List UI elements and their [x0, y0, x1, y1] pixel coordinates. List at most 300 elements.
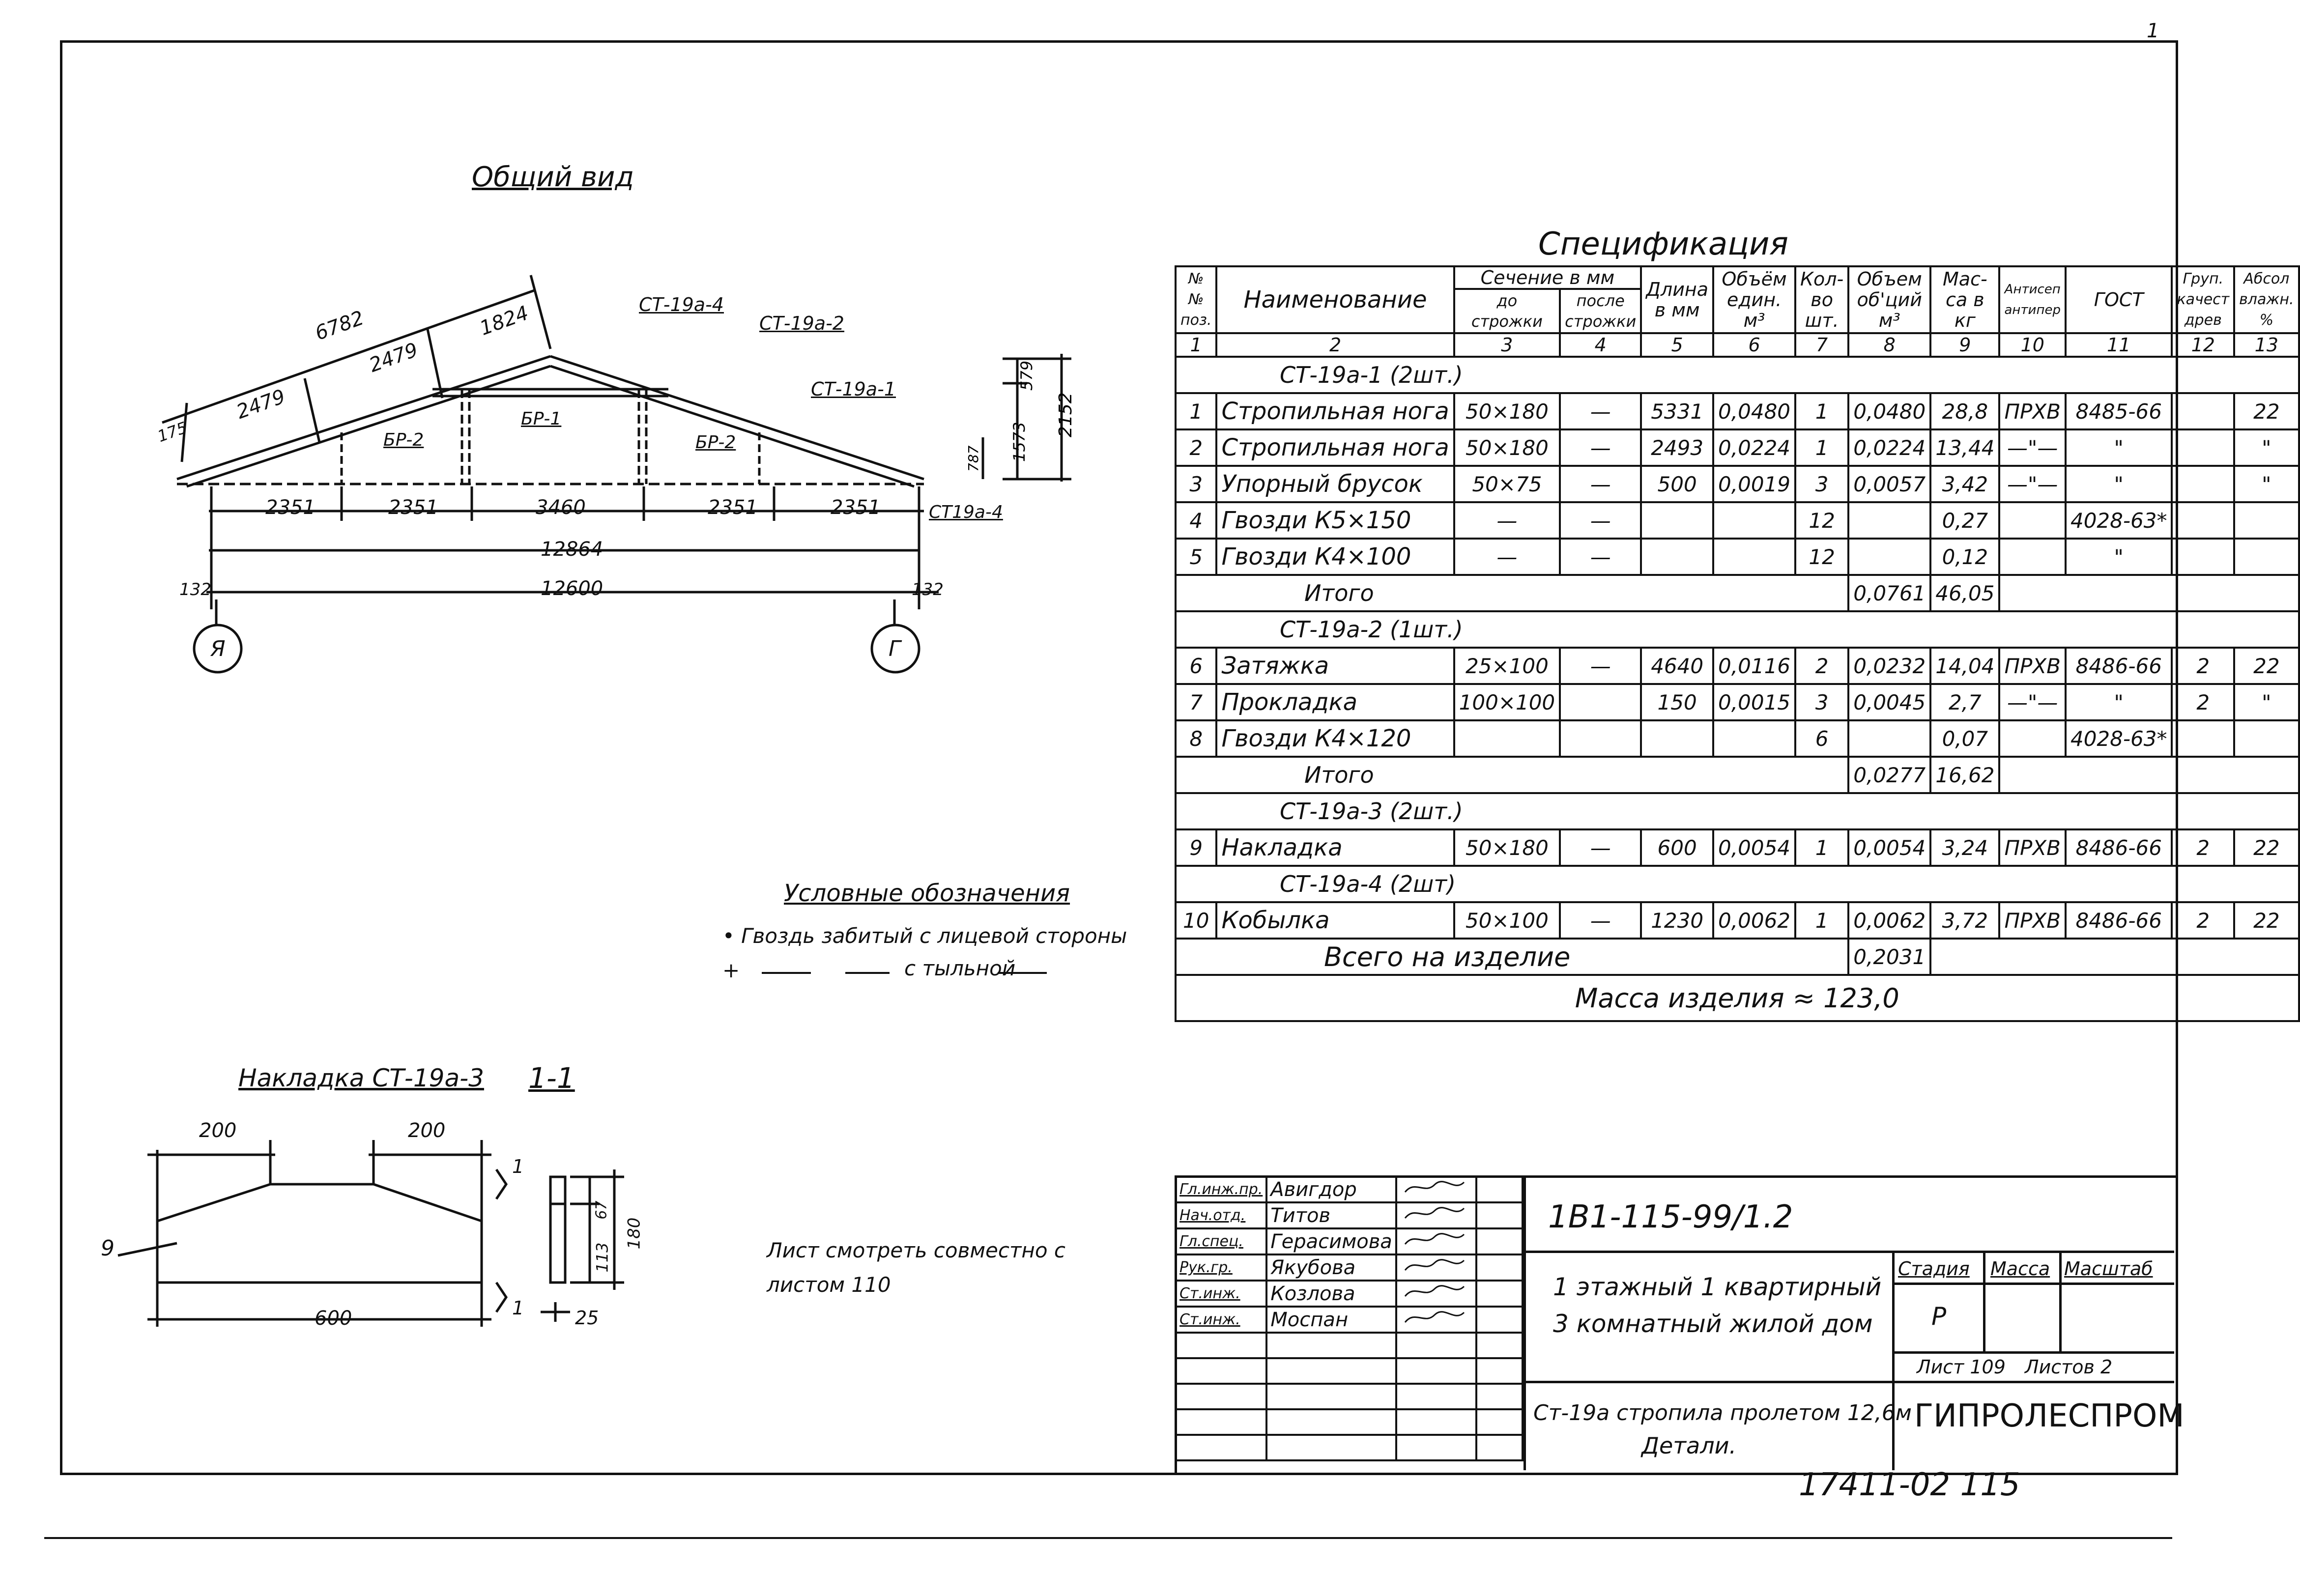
spec-cell: 0,0062 — [1713, 902, 1795, 939]
empty-cell — [1476, 1228, 1523, 1254]
subtotal-mass: 16,62 — [1930, 757, 1999, 793]
spec-cell: ПРХВ — [1999, 393, 2066, 429]
group-title: СТ-19а-4 (2шт) — [1176, 866, 2299, 902]
subtotal-empty — [1999, 757, 2299, 793]
spec-cell — [2172, 502, 2234, 539]
scale-label: Масштаб — [2064, 1258, 2153, 1280]
legend-line-1: • Гвоздь забитый с лицевой стороны — [722, 924, 1127, 948]
spec-cell: 0,27 — [1930, 502, 1999, 539]
person-name: Титов — [1266, 1202, 1396, 1228]
person-name: Якубова — [1266, 1254, 1396, 1281]
overlay-dim-200-right: 200 — [408, 1119, 446, 1142]
spec-cell — [1713, 720, 1795, 757]
svg-text:787: 787 — [965, 445, 981, 472]
item-name: Упорный брусок — [1216, 466, 1454, 502]
spec-cell: — — [1560, 539, 1641, 575]
spec-cell: 9 — [1176, 829, 1216, 866]
column-number: 3 — [1454, 333, 1560, 357]
label-br2-left: БР-2 — [383, 430, 424, 450]
item-name: Стропильная нога — [1216, 393, 1454, 429]
subtotal-volume: 0,0277 — [1848, 757, 1930, 793]
spec-cell: 28,8 — [1930, 393, 1999, 429]
title-block-stage-hline — [1892, 1282, 2174, 1285]
role: Нач.отд. — [1176, 1202, 1266, 1228]
spec-cell: 150 — [1641, 684, 1713, 720]
spec-group-row — [1176, 357, 2299, 393]
column-number: 2 — [1216, 333, 1454, 357]
spec-cell: — — [1560, 902, 1641, 939]
spec-cell: 5331 — [1641, 393, 1713, 429]
spec-cell: 50×100 — [1454, 902, 1560, 939]
spec-cell: 0,0045 — [1848, 684, 1930, 720]
hdr-vol: Объем об'ций м³ — [1848, 266, 1930, 333]
dim-3460: 3460 — [536, 496, 586, 519]
column-number: 10 — [1999, 333, 2066, 357]
spec-cell: 4028-63* — [2066, 720, 2172, 757]
column-number: 11 — [2066, 333, 2172, 357]
sheet-label: Лист 109 — [1917, 1356, 2006, 1378]
spec-cell: 2 — [2172, 902, 2234, 939]
sheet-title-line-2: Детали. — [1641, 1432, 1737, 1459]
spec-cell: 50×75 — [1454, 466, 1560, 502]
spec-cell — [1848, 720, 1930, 757]
hdr-grade: Груп. качест древ — [2172, 266, 2234, 333]
column-number: 12 — [2172, 333, 2234, 357]
general-view-title: Общий вид — [472, 161, 634, 193]
spec-cell — [2172, 429, 2234, 466]
spec-cell: " — [2066, 684, 2172, 720]
label-st2: СТ-19а-2 — [759, 313, 844, 334]
spec-cell — [1713, 502, 1795, 539]
spec-cell: 3 — [1795, 684, 1848, 720]
empty-cell — [1266, 1435, 1396, 1460]
spec-cell — [2172, 466, 2234, 502]
spec-cell: 2 — [2172, 684, 2234, 720]
spec-cell: 0,0116 — [1713, 648, 1795, 684]
subtotal-label: Итого — [1176, 575, 1848, 611]
role: Ст.инж. — [1176, 1307, 1266, 1333]
signature — [1396, 1281, 1476, 1307]
spec-item-row — [1176, 393, 2299, 429]
spec-subtotal-row — [1176, 757, 2299, 793]
hdr-length: Длина в мм — [1641, 266, 1713, 333]
title-block-col-1 — [1983, 1251, 1985, 1351]
empty-cell — [1396, 1409, 1476, 1435]
spec-cell: 25×100 — [1454, 648, 1560, 684]
spec-cell — [2172, 720, 2234, 757]
spec-cell — [1848, 539, 1930, 575]
signature-row — [1176, 1358, 1523, 1384]
spec-cell — [2234, 502, 2299, 539]
spec-cell: 1 — [1795, 829, 1848, 866]
spec-cell: 12 — [1795, 502, 1848, 539]
hdr-section: Сечение в мм — [1454, 266, 1641, 289]
dim-2479-a: 2479 — [366, 338, 421, 377]
spec-cell: 50×180 — [1454, 829, 1560, 866]
column-number: 1 — [1176, 333, 1216, 357]
spec-cell: 50×180 — [1454, 429, 1560, 466]
spec-cell: 8486-66 — [2066, 829, 2172, 866]
spec-cell: 500 — [1641, 466, 1713, 502]
spec-cell: 0,0232 — [1848, 648, 1930, 684]
grand-total-value: 0,2031 — [1848, 939, 1930, 975]
spec-cell: 6 — [1795, 720, 1848, 757]
project-line-2: 3 комнатный жилой дом — [1553, 1310, 1873, 1338]
item-name: Гвозди К4×120 — [1216, 720, 1454, 757]
empty-cell — [1476, 1281, 1523, 1307]
legend-title: Условные обозначения — [784, 880, 1070, 907]
spec-item-row — [1176, 720, 2299, 757]
spec-cell: " — [2066, 429, 2172, 466]
spec-cell: 0,12 — [1930, 539, 1999, 575]
spec-cell — [1999, 720, 2066, 757]
overlay-dim-67: 67 — [593, 1200, 610, 1220]
title-block-hline-2 — [1524, 1381, 2174, 1383]
organization: ГИПРОЛЕСПРОМ — [1914, 1398, 2185, 1434]
overlay-dim-600: 600 — [315, 1307, 352, 1330]
spec-cell: — — [1560, 429, 1641, 466]
spec-cell: 14,04 — [1930, 648, 1999, 684]
column-number: 7 — [1795, 333, 1848, 357]
spec-cell: 22 — [2234, 829, 2299, 866]
dim-2351-c: 2351 — [708, 496, 758, 519]
person-name: Авигдор — [1266, 1176, 1396, 1202]
spec-item-row — [1176, 502, 2299, 539]
bottom-rule — [44, 1537, 2172, 1539]
spec-cell: 0,0019 — [1713, 466, 1795, 502]
truss-drawing — [147, 256, 1081, 698]
spec-cell: —"— — [1999, 684, 2066, 720]
spec-cell: 0,0062 — [1848, 902, 1930, 939]
signature-row — [1176, 1281, 1523, 1307]
dim-1824: 1824 — [477, 301, 532, 341]
doc-code: 1В1-115-99/1.2 — [1548, 1199, 1793, 1235]
title-block-sheet-hline — [1892, 1351, 2174, 1354]
spec-cell: 22 — [2234, 393, 2299, 429]
spec-cell: 100×100 — [1454, 684, 1560, 720]
spec-item-row — [1176, 539, 2299, 575]
spec-cell — [2234, 720, 2299, 757]
hdr-pos: № № поз. — [1176, 266, 1216, 333]
spec-cell: 3 — [1795, 466, 1848, 502]
spec-title: Спецификация — [1538, 226, 1788, 262]
spec-cell: —"— — [1999, 429, 2066, 466]
dim-2351-d: 2351 — [831, 496, 881, 519]
spec-cell: 50×180 — [1454, 393, 1560, 429]
spec-cell: 0,0224 — [1713, 429, 1795, 466]
spec-cell — [2172, 393, 2234, 429]
spec-cell — [1641, 502, 1713, 539]
empty-cell — [1396, 1435, 1476, 1460]
legend-line-2: с тыльной — [904, 956, 1016, 980]
column-number: 8 — [1848, 333, 1930, 357]
dim-6782: 6782 — [312, 306, 367, 345]
empty-cell — [1476, 1333, 1523, 1358]
hdr-qty: Кол-во шт. — [1795, 266, 1848, 333]
spec-cell: " — [2234, 684, 2299, 720]
spec-cell: 1 — [1795, 393, 1848, 429]
spec-item-row — [1176, 429, 2299, 466]
svg-text:1573: 1573 — [1010, 422, 1029, 462]
spec-cell: 5 — [1176, 539, 1216, 575]
spec-item-row — [1176, 684, 2299, 720]
grand-total-empty — [1930, 939, 2299, 975]
spec-cell: 12 — [1795, 539, 1848, 575]
spec-item-row — [1176, 648, 2299, 684]
spec-cell — [1999, 502, 2066, 539]
spec-cell: 1 — [1795, 429, 1848, 466]
spec-item-row — [1176, 466, 2299, 502]
overlay-position-9: 9 — [101, 1236, 115, 1261]
spec-cell: — — [1454, 539, 1560, 575]
subtotal-empty — [1999, 575, 2299, 611]
subtotal-mass: 46,05 — [1930, 575, 1999, 611]
spec-cell: —"— — [1999, 466, 2066, 502]
signatures-table — [1175, 1175, 1524, 1461]
spec-cell — [1641, 720, 1713, 757]
item-name: Прокладка — [1216, 684, 1454, 720]
spec-cell: 0,0015 — [1713, 684, 1795, 720]
spec-cell: 0,07 — [1930, 720, 1999, 757]
spec-header-row-1 — [1176, 266, 2299, 289]
empty-cell — [1266, 1384, 1396, 1409]
overlay-dim-25: 25 — [575, 1307, 599, 1329]
svg-text:579: 579 — [1017, 360, 1036, 391]
empty-cell — [1266, 1409, 1396, 1435]
spec-cell — [1641, 539, 1713, 575]
spec-cell: 2 — [2172, 648, 2234, 684]
section-title: 1-1 — [528, 1061, 575, 1095]
empty-cell — [1476, 1409, 1523, 1435]
item-name: Накладка — [1216, 829, 1454, 866]
spec-cell: 4 — [1176, 502, 1216, 539]
spec-cell: 1230 — [1641, 902, 1713, 939]
spec-cell: — — [1560, 648, 1641, 684]
spec-group-row — [1176, 866, 2299, 902]
column-number: 4 — [1560, 333, 1641, 357]
spec-cell: — — [1560, 502, 1641, 539]
spec-column-numbers — [1176, 333, 2299, 357]
spec-cell — [1454, 720, 1560, 757]
dim-12600: 12600 — [541, 577, 604, 600]
spec-cell: 0,0480 — [1848, 393, 1930, 429]
spec-cell: — — [1560, 829, 1641, 866]
spec-cell: 3,24 — [1930, 829, 1999, 866]
title-block-hline-1 — [1524, 1251, 2174, 1253]
spec-cell — [1560, 720, 1641, 757]
spec-cell: 22 — [2234, 902, 2299, 939]
item-name: Гвозди К5×150 — [1216, 502, 1454, 539]
spec-cell: 13,44 — [1930, 429, 1999, 466]
label-st1: СТ-19а-1 — [811, 378, 896, 400]
label-st4-bottom: СТ19а-4 — [929, 502, 1003, 522]
spec-item-row — [1176, 902, 2299, 939]
dim-2351-b: 2351 — [388, 496, 438, 519]
archive-number: 17411-02 115 — [1799, 1467, 2020, 1503]
item-name: Кобылка — [1216, 902, 1454, 939]
cut-mark-bottom: 1 — [512, 1297, 524, 1319]
role: Рук.гр. — [1176, 1254, 1266, 1281]
empty-cell — [1396, 1384, 1476, 1409]
spec-cell: " — [2066, 466, 2172, 502]
signature-row — [1176, 1409, 1523, 1435]
sheet-title-line-1: Ст-19а стропила пролетом 12,6м — [1533, 1400, 1912, 1425]
spec-table — [1175, 265, 2300, 1022]
dim-132-left: 132 — [179, 580, 211, 599]
project-line-1: 1 этажный 1 квартирный — [1553, 1273, 1882, 1301]
spec-cell: 6 — [1176, 648, 1216, 684]
spec-cell: 22 — [2234, 648, 2299, 684]
signature — [1396, 1202, 1476, 1228]
note-line-1: Лист смотреть совместно с — [767, 1238, 1066, 1262]
overlay-dim-113: 113 — [593, 1242, 612, 1273]
product-mass: Масса изделия ≈ 123,0 — [1176, 975, 2299, 1021]
svg-text:2152: 2152 — [1056, 392, 1076, 437]
axis-g: Г — [889, 636, 901, 661]
signature-row — [1176, 1333, 1523, 1358]
hdr-mass: Мас-са в кг — [1930, 266, 1999, 333]
spec-subtotal-row — [1176, 575, 2299, 611]
spec-grand-total-row — [1176, 939, 2299, 975]
empty-cell — [1266, 1333, 1396, 1358]
spec-cell — [1848, 502, 1930, 539]
dim-175: 175 — [155, 418, 190, 446]
spec-cell: 10 — [1176, 902, 1216, 939]
person-name: Герасимова — [1266, 1228, 1396, 1254]
hdr-before: до строжки — [1454, 289, 1560, 333]
spec-cell: 0,0054 — [1713, 829, 1795, 866]
signature-row — [1176, 1384, 1523, 1409]
spec-cell: " — [2234, 429, 2299, 466]
hdr-antisept: Антисеп антипер — [1999, 266, 2066, 333]
item-name: Затяжка — [1216, 648, 1454, 684]
spec-group-row — [1176, 793, 2299, 829]
mass-label: Масса — [1990, 1258, 2050, 1280]
empty-cell — [1176, 1358, 1266, 1384]
dim-2351-a: 2351 — [265, 496, 316, 519]
hdr-unit-vol: Объём един. м³ — [1713, 266, 1795, 333]
sheets-label: Листов 2 — [2025, 1356, 2113, 1378]
role: Ст.инж. — [1176, 1281, 1266, 1307]
column-number: 9 — [1930, 333, 1999, 357]
empty-cell — [1476, 1435, 1523, 1460]
empty-cell — [1476, 1384, 1523, 1409]
person-name: Козлова — [1266, 1281, 1396, 1307]
spec-item-row — [1176, 829, 2299, 866]
empty-cell — [1476, 1176, 1523, 1202]
spec-cell: — — [1560, 393, 1641, 429]
spec-cell: 600 — [1641, 829, 1713, 866]
spec-cell: 8486-66 — [2066, 648, 2172, 684]
spec-cell: 4028-63* — [2066, 502, 2172, 539]
role: Гл.инж.пр. — [1176, 1176, 1266, 1202]
label-st4-top: СТ-19а-4 — [639, 294, 724, 315]
spec-cell: ПРХВ — [1999, 829, 2066, 866]
spec-cell: 0,0057 — [1848, 466, 1930, 502]
spec-cell: ПРХВ — [1999, 902, 2066, 939]
spec-cell: " — [2234, 466, 2299, 502]
hdr-after: после строжки — [1560, 289, 1641, 333]
grand-total-label: Всего на изделие — [1176, 939, 1848, 975]
dim-12864: 12864 — [541, 538, 604, 561]
page-number: 1 — [2147, 20, 2159, 42]
spec-cell: 2,7 — [1930, 684, 1999, 720]
spec-cell: 4640 — [1641, 648, 1713, 684]
item-name: Стропильная нога — [1216, 429, 1454, 466]
spec-cell: 2 — [1176, 429, 1216, 466]
spec-cell — [1560, 684, 1641, 720]
overlay-dim-180: 180 — [624, 1217, 644, 1250]
spec-cell: 7 — [1176, 684, 1216, 720]
person-name: Моспан — [1266, 1307, 1396, 1333]
empty-cell — [1176, 1409, 1266, 1435]
hdr-name: Наименование — [1216, 266, 1454, 333]
signature — [1396, 1176, 1476, 1202]
spec-cell: — — [1560, 466, 1641, 502]
spec-cell: 1 — [1176, 393, 1216, 429]
spec-cell: 0,0054 — [1848, 829, 1930, 866]
group-title: СТ-19а-1 (2шт.) — [1176, 357, 2299, 393]
spec-cell: ПРХВ — [1999, 648, 2066, 684]
signature-row — [1176, 1176, 1523, 1202]
spec-cell: 8485-66 — [2066, 393, 2172, 429]
hdr-moist: Абсол влажн. % — [2234, 266, 2299, 333]
spec-cell: 2 — [2172, 829, 2234, 866]
spec-cell: 0,0224 — [1848, 429, 1930, 466]
spec-mass-row — [1176, 975, 2299, 1021]
spec-group-row — [1176, 611, 2299, 648]
empty-cell — [1396, 1358, 1476, 1384]
signature-row — [1176, 1202, 1523, 1228]
axis-ya: Я — [210, 636, 226, 661]
empty-cell — [1396, 1333, 1476, 1358]
spec-cell: 3 — [1176, 466, 1216, 502]
hdr-gost: ГОСТ — [2066, 266, 2172, 333]
empty-cell — [1476, 1358, 1523, 1384]
spec-cell — [1713, 539, 1795, 575]
spec-cell: 0,0480 — [1713, 393, 1795, 429]
cut-mark-top: 1 — [512, 1156, 524, 1177]
empty-cell — [1176, 1384, 1266, 1409]
spec-cell: 2 — [1795, 648, 1848, 684]
label-br1: БР-1 — [521, 409, 562, 429]
spec-cell: 8486-66 — [2066, 902, 2172, 939]
spec-cell: 3,42 — [1930, 466, 1999, 502]
subtotal-volume: 0,0761 — [1848, 575, 1930, 611]
note-line-2: листом 110 — [767, 1273, 891, 1297]
spec-cell: 1 — [1795, 902, 1848, 939]
legend-plus: + — [722, 958, 740, 982]
stage-label: Стадия — [1898, 1258, 1970, 1280]
spec-cell: 8 — [1176, 720, 1216, 757]
label-br2-right: БР-2 — [695, 432, 736, 453]
empty-cell — [1476, 1254, 1523, 1281]
signature — [1396, 1228, 1476, 1254]
item-name: Гвозди К4×100 — [1216, 539, 1454, 575]
spec-cell: 2493 — [1641, 429, 1713, 466]
spec-cell — [1999, 539, 2066, 575]
signature-row — [1176, 1254, 1523, 1281]
column-number: 6 — [1713, 333, 1795, 357]
spec-cell: 3,72 — [1930, 902, 1999, 939]
empty-cell — [1476, 1202, 1523, 1228]
dim-2479-b: 2479 — [233, 385, 288, 424]
spec-cell: — — [1454, 502, 1560, 539]
signature-row — [1176, 1435, 1523, 1460]
column-number: 13 — [2234, 333, 2299, 357]
spec-body — [1176, 357, 2299, 939]
role: Гл.спец. — [1176, 1228, 1266, 1254]
